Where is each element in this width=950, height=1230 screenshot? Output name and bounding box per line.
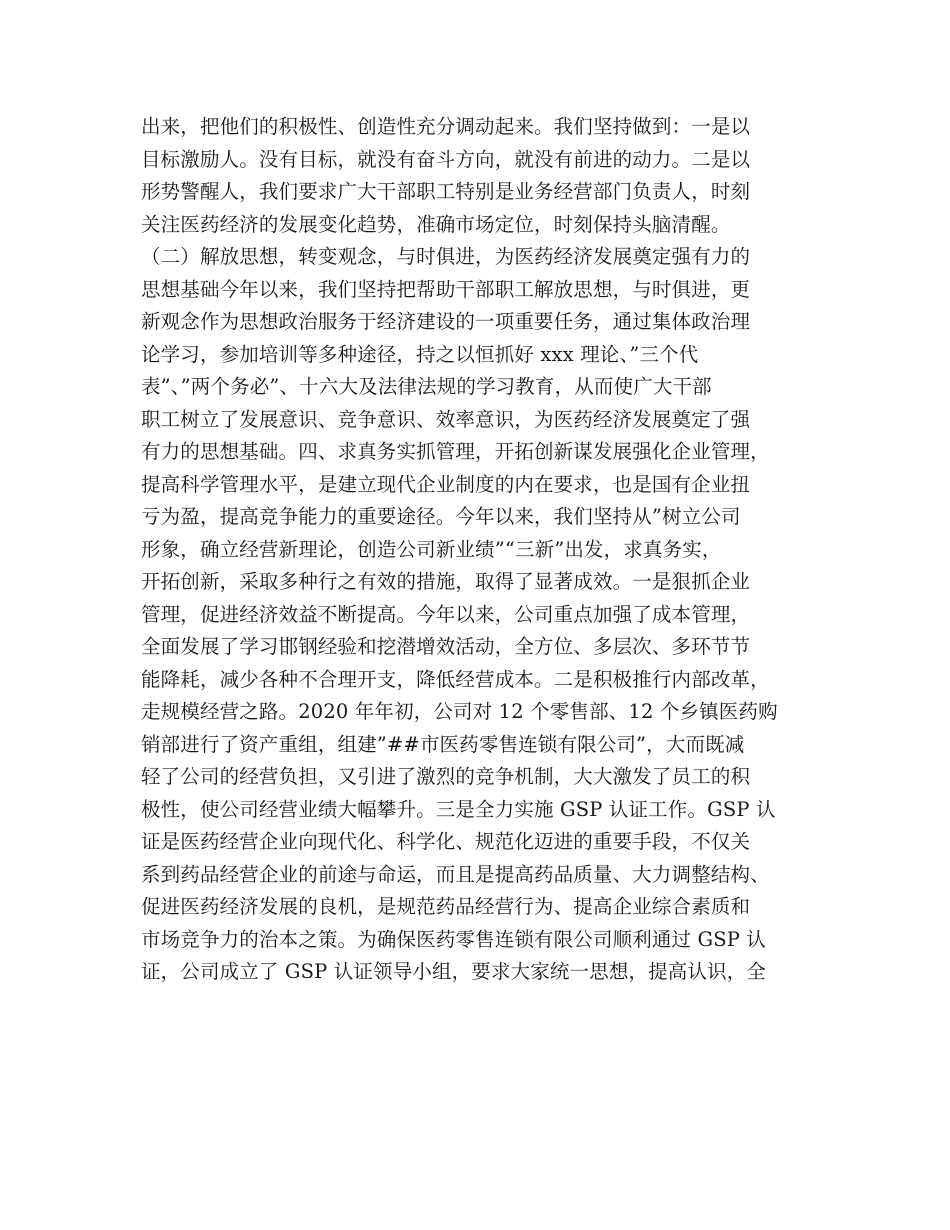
- text-line: 能降耗，减少各种不合理开支，降低经营成本。二是积极推行内部改革，: [141, 667, 770, 691]
- text-line: 证是医药经营企业向现代化、科学化、规范化迈进的重要手段，不仅关: [141, 830, 751, 853]
- text-line: 证，公司成立了 GSP 认证领导小组，要求大家统一思想，提高认识，全: [141, 960, 767, 983]
- text-line: 形象，确立经营新理论，创造公司新业绩”“三新”出发，求真务实，: [141, 537, 722, 561]
- text-line: 提高科学管理水平，是建立现代企业制度的内在要求，也是国有企业扭: [141, 472, 751, 496]
- body-text: [141, 111, 831, 989]
- text-line: 目标激励人。没有目标，就没有奋斗方向，就没有前进的动力。二是以: [141, 147, 751, 171]
- text-line: 走规模经营之路。2020 年年初，公司对 12 个零售部、12 个乡镇医药购: [141, 700, 778, 723]
- text-line: 职工树立了发展意识、竞争意识、效率意识，为医药经济发展奠定了强: [141, 407, 751, 431]
- text-line: 市场竞争力的治本之策。为确保医药零售连锁有限公司顺利通过 GSP 认: [141, 927, 767, 951]
- text-line: 促进医药经济发展的良机，是规范药品经营行为、提高企业综合素质和: [141, 895, 751, 918]
- text-line: 轻了公司的经营负担，又引进了激烈的竞争机制，大大激发了员工的积: [141, 765, 751, 788]
- text-line: 开拓创新，采取多种行之有效的措施，取得了显著成效。一是狠抓企业: [141, 570, 751, 593]
- text-line: 新观念作为思想政治服务于经济建设的一项重要任务，通过集体政治理: [141, 310, 751, 333]
- text-line: 关注医药经济的发展变化趋势，准确市场定位，时刻保持头脑清醒。: [141, 212, 731, 236]
- text-line: 全面发展了学习邯钢经验和挖潜增效活动，全方位、多层次、多环节节: [141, 635, 751, 658]
- text-line: 有力的思想基础。四、求真务实抓管理，开拓创新谋发展强化企业管理，: [141, 440, 770, 463]
- text-line: 形势警醒人，我们要求广大干部职工特别是业务经营部门负责人，时刻: [141, 180, 751, 203]
- text-line: （二）解放思想，转变观念，与时俱进，为医药经济发展奠定强有力的: [141, 245, 751, 268]
- text-line: 亏为盈，提高竞争能力的重要途径。今年以来，我们坚持从”树立公司: [141, 505, 741, 528]
- text-line: 系到药品经营企业的前途与命运，而且是提高药品质量、大力调整结构、: [141, 862, 770, 886]
- text-line: 出来，把他们的积极性、创造性充分调动起来。我们坚持做到：一是以: [141, 115, 751, 138]
- text-line: 极性，使公司经营业绩大幅攀升。三是全力实施 GSP 认证工作。GSP 认: [141, 797, 776, 821]
- text-line: 管理，促进经济效益不断提高。今年以来，公司重点加强了成本管理，: [141, 602, 751, 626]
- text-line: 论学习，参加培训等多种途径，持之以恒抓好 xxx 理论、”三个代: [141, 342, 699, 366]
- text-line: 思想基础今年以来，我们坚持把帮助干部职工解放思想，与时俱进，更: [141, 277, 751, 301]
- text-line: 表”、”两个务必”、十六大及法律法规的学习教育，从而使广大干部: [141, 375, 712, 398]
- text-line: 销部进行了资产重组，组建”##市医药零售连锁有限公司”，大而既减: [141, 732, 745, 756]
